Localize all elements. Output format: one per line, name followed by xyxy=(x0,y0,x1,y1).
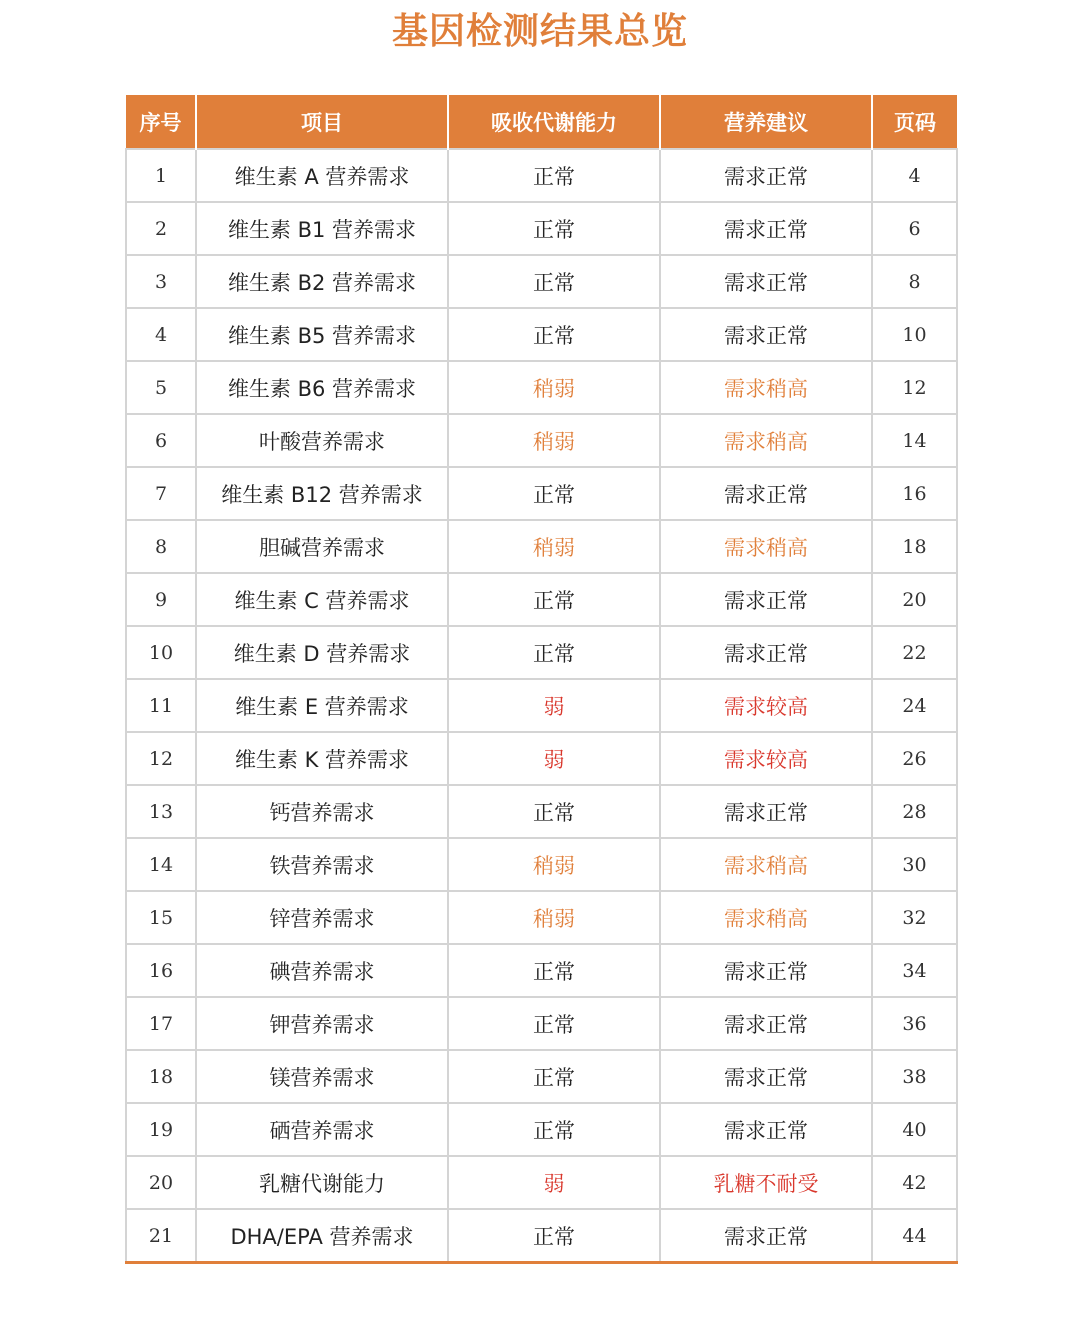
cell-page: 42 xyxy=(872,1156,957,1209)
cell-absorption: 正常 xyxy=(448,944,660,997)
cell-item: 铁营养需求 xyxy=(196,838,448,891)
cell-page: 32 xyxy=(872,891,957,944)
cell-page: 10 xyxy=(872,308,957,361)
cell-item: 钙营养需求 xyxy=(196,785,448,838)
cell-index: 15 xyxy=(126,891,196,944)
cell-advice: 需求正常 xyxy=(660,1209,872,1263)
cell-advice: 需求正常 xyxy=(660,202,872,255)
cell-page: 26 xyxy=(872,732,957,785)
results-table xyxy=(125,95,958,1264)
cell-page: 24 xyxy=(872,679,957,732)
cell-item: 叶酸营养需求 xyxy=(196,414,448,467)
cell-advice: 需求稍高 xyxy=(660,838,872,891)
cell-absorption: 稍弱 xyxy=(448,361,660,414)
cell-page: 38 xyxy=(872,1050,957,1103)
cell-index: 13 xyxy=(126,785,196,838)
cell-item: 胆碱营养需求 xyxy=(196,520,448,573)
cell-index: 1 xyxy=(126,149,196,202)
header-index: 序号 xyxy=(126,95,196,149)
table-row xyxy=(126,838,957,891)
cell-item: 维生素 B6 营养需求 xyxy=(196,361,448,414)
cell-page: 8 xyxy=(872,255,957,308)
cell-item: 维生素 E 营养需求 xyxy=(196,679,448,732)
cell-page: 34 xyxy=(872,944,957,997)
cell-absorption: 弱 xyxy=(448,732,660,785)
table-row xyxy=(126,1209,957,1263)
cell-advice: 需求正常 xyxy=(660,308,872,361)
table-row xyxy=(126,414,957,467)
cell-absorption: 弱 xyxy=(448,1156,660,1209)
table-row xyxy=(126,1103,957,1156)
cell-absorption: 正常 xyxy=(448,626,660,679)
cell-advice: 需求正常 xyxy=(660,997,872,1050)
cell-page: 14 xyxy=(872,414,957,467)
cell-advice: 需求稍高 xyxy=(660,891,872,944)
cell-index: 10 xyxy=(126,626,196,679)
cell-advice: 需求较高 xyxy=(660,679,872,732)
cell-page: 22 xyxy=(872,626,957,679)
cell-item: DHA/EPA 营养需求 xyxy=(196,1209,448,1263)
cell-absorption: 弱 xyxy=(448,679,660,732)
cell-advice: 需求正常 xyxy=(660,149,872,202)
table-row xyxy=(126,467,957,520)
cell-advice: 需求正常 xyxy=(660,1103,872,1156)
cell-index: 5 xyxy=(126,361,196,414)
cell-page: 28 xyxy=(872,785,957,838)
cell-item: 维生素 K 营养需求 xyxy=(196,732,448,785)
cell-index: 2 xyxy=(126,202,196,255)
cell-page: 4 xyxy=(872,149,957,202)
cell-item: 乳糖代谢能力 xyxy=(196,1156,448,1209)
cell-advice: 需求较高 xyxy=(660,732,872,785)
cell-advice: 需求稍高 xyxy=(660,520,872,573)
cell-item: 维生素 D 营养需求 xyxy=(196,626,448,679)
cell-page: 6 xyxy=(872,202,957,255)
cell-page: 36 xyxy=(872,997,957,1050)
cell-page: 20 xyxy=(872,573,957,626)
table-row xyxy=(126,997,957,1050)
cell-item: 锌营养需求 xyxy=(196,891,448,944)
cell-absorption: 正常 xyxy=(448,573,660,626)
cell-index: 6 xyxy=(126,414,196,467)
table-row xyxy=(126,785,957,838)
cell-index: 7 xyxy=(126,467,196,520)
cell-index: 20 xyxy=(126,1156,196,1209)
header-item: 项目 xyxy=(196,95,448,149)
cell-index: 11 xyxy=(126,679,196,732)
cell-absorption: 正常 xyxy=(448,997,660,1050)
cell-absorption: 正常 xyxy=(448,785,660,838)
header-advice: 营养建议 xyxy=(660,95,872,149)
cell-page: 18 xyxy=(872,520,957,573)
cell-index: 21 xyxy=(126,1209,196,1263)
table-header xyxy=(126,95,957,149)
cell-item: 镁营养需求 xyxy=(196,1050,448,1103)
table-row xyxy=(126,679,957,732)
cell-advice: 需求正常 xyxy=(660,1050,872,1103)
table-row xyxy=(126,626,957,679)
cell-advice: 需求稍高 xyxy=(660,414,872,467)
cell-index: 3 xyxy=(126,255,196,308)
cell-index: 17 xyxy=(126,997,196,1050)
cell-index: 19 xyxy=(126,1103,196,1156)
cell-advice: 需求正常 xyxy=(660,467,872,520)
table-row xyxy=(126,573,957,626)
cell-item: 维生素 B5 营养需求 xyxy=(196,308,448,361)
table-row xyxy=(126,891,957,944)
cell-absorption: 正常 xyxy=(448,255,660,308)
cell-index: 8 xyxy=(126,520,196,573)
cell-absorption: 正常 xyxy=(448,1103,660,1156)
cell-index: 9 xyxy=(126,573,196,626)
cell-item: 钾营养需求 xyxy=(196,997,448,1050)
cell-page: 30 xyxy=(872,838,957,891)
cell-advice: 需求正常 xyxy=(660,255,872,308)
cell-item: 维生素 B12 营养需求 xyxy=(196,467,448,520)
cell-item: 维生素 B2 营养需求 xyxy=(196,255,448,308)
cell-advice: 需求正常 xyxy=(660,944,872,997)
table-row xyxy=(126,361,957,414)
cell-item: 硒营养需求 xyxy=(196,1103,448,1156)
cell-page: 44 xyxy=(872,1209,957,1263)
header-absorption: 吸收代谢能力 xyxy=(448,95,660,149)
cell-advice: 需求正常 xyxy=(660,573,872,626)
cell-absorption: 稍弱 xyxy=(448,414,660,467)
cell-absorption: 正常 xyxy=(448,308,660,361)
table-row xyxy=(126,202,957,255)
table-row xyxy=(126,149,957,202)
cell-index: 4 xyxy=(126,308,196,361)
cell-page: 40 xyxy=(872,1103,957,1156)
cell-page: 12 xyxy=(872,361,957,414)
cell-item: 碘营养需求 xyxy=(196,944,448,997)
table-row xyxy=(126,732,957,785)
page-title: 基因检测结果总览 xyxy=(391,11,688,52)
cell-advice: 乳糖不耐受 xyxy=(660,1156,872,1209)
table-row xyxy=(126,520,957,573)
table-row xyxy=(126,308,957,361)
table-body xyxy=(126,149,957,1263)
cell-advice: 需求稍高 xyxy=(660,361,872,414)
cell-absorption: 正常 xyxy=(448,202,660,255)
cell-absorption: 稍弱 xyxy=(448,520,660,573)
cell-item: 维生素 C 营养需求 xyxy=(196,573,448,626)
cell-absorption: 稍弱 xyxy=(448,891,660,944)
cell-item: 维生素 B1 营养需求 xyxy=(196,202,448,255)
cell-item: 维生素 A 营养需求 xyxy=(196,149,448,202)
table-row xyxy=(126,255,957,308)
cell-absorption: 正常 xyxy=(448,467,660,520)
header-page: 页码 xyxy=(872,95,957,149)
cell-absorption: 正常 xyxy=(448,149,660,202)
cell-absorption: 稍弱 xyxy=(448,838,660,891)
table-row xyxy=(126,944,957,997)
header-row xyxy=(126,95,957,149)
cell-index: 18 xyxy=(126,1050,196,1103)
cell-index: 16 xyxy=(126,944,196,997)
cell-advice: 需求正常 xyxy=(660,785,872,838)
cell-page: 16 xyxy=(872,467,957,520)
table-row xyxy=(126,1050,957,1103)
cell-advice: 需求正常 xyxy=(660,626,872,679)
cell-index: 12 xyxy=(126,732,196,785)
cell-absorption: 正常 xyxy=(448,1209,660,1263)
cell-absorption: 正常 xyxy=(448,1050,660,1103)
table-row xyxy=(126,1156,957,1209)
cell-index: 14 xyxy=(126,838,196,891)
